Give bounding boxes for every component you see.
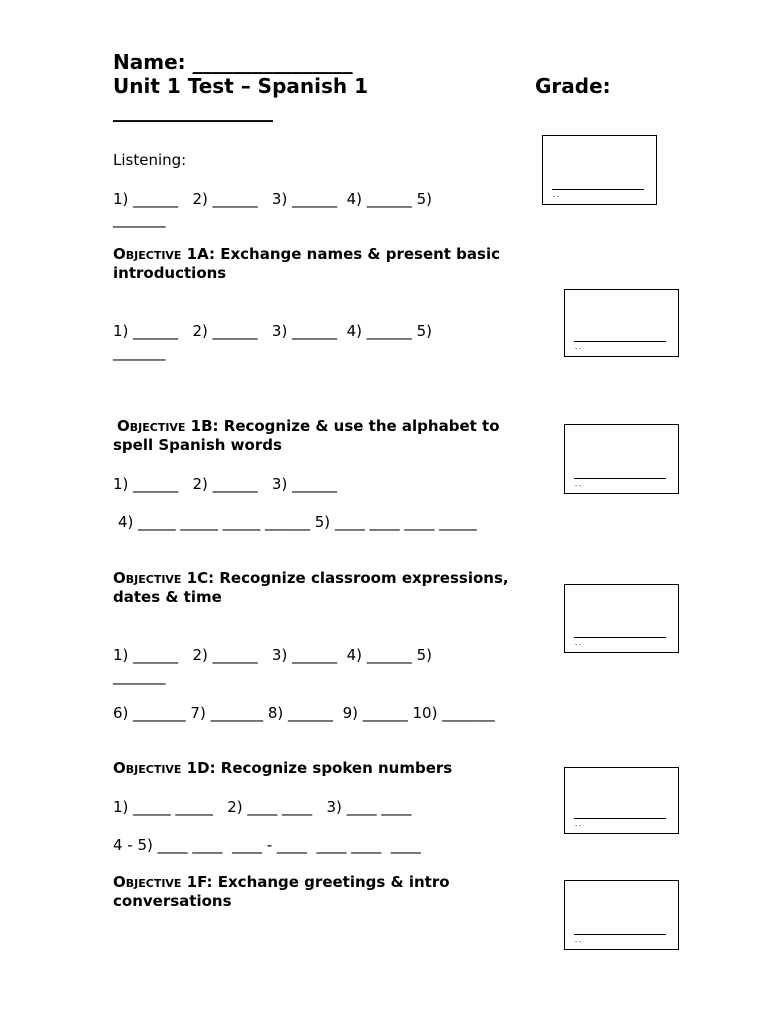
objective-word: Objective [117, 417, 186, 435]
objective-text: 1F: Exchange greetings & intro [181, 873, 450, 891]
score-line [574, 818, 666, 819]
objective-text: 1D: Recognize spoken numbers [181, 759, 453, 777]
score-tick: - - [575, 641, 582, 648]
objective-1f-heading-cont: conversations [113, 892, 232, 910]
objective-1c-heading [113, 569, 509, 588]
grade-label: Grade: [535, 74, 611, 98]
objective-1a-answers-cont: _______ [113, 343, 166, 361]
objective-1a-heading-cont: introductions [113, 264, 227, 282]
score-tick: - - [575, 822, 582, 829]
objective-1b-answers: 1) ______ 2) ______ 3) ______ [113, 475, 338, 493]
objective-1b-spelling-answers: 4) _____ _____ _____ ______ 5) ____ ____ ____ _____ [118, 513, 477, 531]
objective-1d-answers: 1) _____ _____ 2) ____ ____ 3) ____ ____ [113, 798, 412, 816]
score-line [552, 189, 644, 190]
score-line [574, 341, 666, 342]
objective-1c-answers-more: 6) _______ 7) _______ 8) ______ 9) ______ 10) _______ [113, 704, 495, 722]
objective-1d-heading [113, 759, 452, 778]
score-line [574, 637, 666, 638]
objective-word: Objective [113, 245, 182, 263]
objective-text: 1A: Exchange names & present basic [181, 245, 501, 263]
grade-line: ________________ [113, 98, 273, 122]
listening-answers: 1) ______ 2) ______ 3) ______ 4) ______ 5) [113, 190, 432, 208]
objective-1c-answers: 1) ______ 2) ______ 3) ______ 4) ______ 5) [113, 646, 432, 664]
objective-1a-answers: 1) ______ 2) ______ 3) ______ 4) ______ 5) [113, 322, 432, 340]
listening-title: Listening: [113, 151, 187, 169]
objective-word: Objective [113, 569, 182, 587]
score-tick: - - [575, 345, 582, 352]
objective-word: Objective [113, 759, 182, 777]
score-box-listening [542, 135, 657, 205]
objective-1d-answers-cont: 4 - 5) ____ ____ ____ - ____ ____ ____ ____ [113, 836, 421, 854]
objective-1b-heading-cont: spell Spanish words [113, 436, 282, 454]
score-line [574, 934, 666, 935]
test-title: Unit 1 Test – Spanish 1 [113, 74, 369, 98]
score-line [574, 478, 666, 479]
objective-1b-heading [117, 417, 500, 436]
score-box-1f [564, 880, 679, 950]
objective-1c-heading-cont: dates & time [113, 588, 222, 606]
score-tick: - - [553, 193, 560, 200]
score-tick: - - [575, 938, 582, 945]
objective-1f-heading [113, 873, 450, 892]
score-tick: - - [575, 482, 582, 489]
listening-answers-cont: _______ [113, 210, 166, 228]
objective-text: 1C: Recognize classroom expressions, [181, 569, 509, 587]
score-box-1a [564, 289, 679, 357]
objective-1a-heading [113, 245, 500, 264]
objective-1c-answers-cont: _______ [113, 667, 166, 685]
score-box-1c [564, 584, 679, 653]
objective-text: 1B: Recognize & use the alphabet to [185, 417, 500, 435]
name-line: Name: ________________ [113, 50, 353, 74]
score-box-1d [564, 767, 679, 834]
objective-word: Objective [113, 873, 182, 891]
score-box-1b [564, 424, 679, 494]
